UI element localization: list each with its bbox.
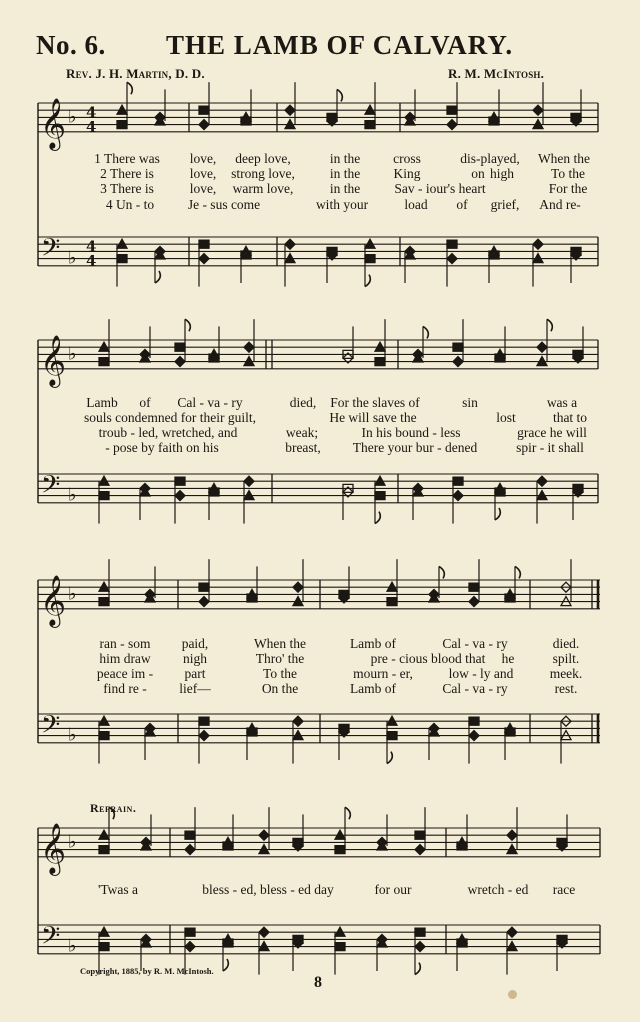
shape-note bbox=[244, 342, 254, 352]
shape-note bbox=[209, 354, 219, 362]
time-signature-top: 4 bbox=[86, 237, 97, 256]
lyric-syllable: He will save the bbox=[329, 410, 417, 425]
shape-note bbox=[507, 927, 517, 937]
lyric-syllable: load bbox=[404, 197, 428, 212]
shape-note bbox=[259, 830, 269, 840]
shape-note bbox=[99, 846, 109, 854]
treble-clef: 𝄞 bbox=[40, 574, 67, 626]
key-flat: ♭ bbox=[68, 583, 77, 605]
lyric-syllable: bless - ed, bless - ed day bbox=[202, 882, 334, 897]
lyric-syllable: sin bbox=[462, 395, 478, 410]
shape-note bbox=[387, 598, 397, 606]
key-flat: ♭ bbox=[68, 343, 77, 365]
shape-note bbox=[285, 105, 295, 115]
note-flag bbox=[155, 271, 160, 283]
shape-note bbox=[453, 343, 463, 351]
shape-note bbox=[415, 845, 425, 855]
lyric-syllable: in the bbox=[329, 151, 361, 166]
shape-note bbox=[99, 732, 109, 740]
lyric-syllable: weak; bbox=[285, 425, 319, 440]
lyric-syllable: died, bbox=[289, 395, 317, 410]
lyric-syllable: Je - sus come bbox=[187, 197, 261, 212]
shape-note bbox=[469, 583, 479, 591]
shape-note bbox=[175, 343, 185, 351]
lyric-syllable: When the bbox=[253, 636, 307, 651]
note-flag bbox=[423, 326, 428, 338]
lyric-syllable: spir - it shall bbox=[516, 440, 584, 455]
lyric-syllable: strong love, bbox=[231, 166, 295, 181]
lyric-syllable: 2 There is bbox=[100, 166, 154, 181]
lyric-syllable: 'Twas a bbox=[97, 882, 139, 897]
lyric-syllable: 3 There is bbox=[100, 181, 154, 196]
shape-note bbox=[117, 255, 127, 263]
lyric-syllable: wretch - ed bbox=[467, 882, 529, 897]
lyric-syllable: grief, bbox=[490, 197, 520, 212]
lyric-syllable: him draw bbox=[99, 651, 151, 666]
note-flag bbox=[185, 319, 190, 331]
lyric-syllable: high bbox=[489, 166, 515, 181]
time-signature-bottom: 4 bbox=[86, 251, 97, 270]
shape-note bbox=[447, 120, 457, 130]
shape-note bbox=[247, 728, 257, 736]
shape-note bbox=[453, 491, 463, 501]
shape-note bbox=[489, 251, 499, 259]
shape-note bbox=[223, 842, 233, 850]
lyric-syllable: When the bbox=[537, 151, 591, 166]
shape-note bbox=[185, 942, 195, 952]
shape-note bbox=[469, 717, 479, 725]
note-flag bbox=[439, 566, 444, 578]
shape-note bbox=[447, 240, 457, 248]
shape-note bbox=[457, 842, 467, 850]
note-flag bbox=[337, 89, 342, 101]
treble-clef: 𝄞 bbox=[40, 822, 67, 874]
shape-note bbox=[209, 488, 219, 496]
lyric-syllable: deep love, bbox=[235, 151, 291, 166]
shape-note bbox=[199, 731, 209, 741]
lyric-syllable: low - ly and bbox=[448, 666, 514, 681]
lyric-syllable: meek. bbox=[549, 666, 583, 681]
shape-note bbox=[199, 120, 209, 130]
shape-note bbox=[199, 254, 209, 264]
shape-note bbox=[175, 491, 185, 501]
shape-note bbox=[199, 240, 209, 248]
lyric-syllable: pre - cious blood that bbox=[370, 651, 486, 666]
bass-clef: 𝄢 bbox=[41, 710, 61, 746]
time-signature-top: 4 bbox=[86, 103, 97, 122]
lyric-syllable: cross bbox=[393, 151, 421, 166]
key-flat: ♭ bbox=[68, 106, 77, 128]
shape-note bbox=[99, 943, 109, 951]
lyric-syllable: There your bur - dened bbox=[352, 440, 478, 455]
lyric-syllable: ran - som bbox=[99, 636, 151, 651]
shape-note bbox=[285, 239, 295, 249]
lyric-syllable: he bbox=[501, 651, 515, 666]
lyric-syllable: Lamb of bbox=[349, 681, 397, 696]
lyric-syllable: Sav - iour's heart bbox=[394, 181, 486, 196]
lyric-syllable: To the bbox=[263, 666, 297, 681]
lyric-syllable: of bbox=[456, 197, 468, 212]
lyric-syllable: on bbox=[471, 166, 485, 181]
shape-note bbox=[185, 928, 195, 936]
shape-note bbox=[259, 927, 269, 937]
note-flag bbox=[495, 508, 500, 520]
note-flag bbox=[345, 807, 350, 819]
lyric-syllable: Cal - va - ry bbox=[442, 681, 508, 696]
hymn-number: No. 6. bbox=[36, 30, 106, 60]
lyric-syllable: - pose by faith on his bbox=[105, 440, 219, 455]
lyric-syllable: Lamb bbox=[86, 395, 118, 410]
lyric-syllable: race bbox=[552, 882, 576, 897]
lyric-syllable: love, bbox=[189, 181, 217, 196]
lyric-syllable: peace im - bbox=[96, 666, 154, 681]
refrain-label: Refrain. bbox=[90, 801, 137, 815]
lyric-syllable: lief— bbox=[179, 681, 211, 696]
lyric-syllable: with your bbox=[315, 197, 369, 212]
lyric-syllable: Cal - va - ry bbox=[442, 636, 508, 651]
shape-note bbox=[175, 357, 185, 367]
shape-note bbox=[505, 594, 515, 602]
shape-note bbox=[365, 255, 375, 263]
lyric-syllable: love, bbox=[189, 151, 217, 166]
shape-note bbox=[507, 830, 517, 840]
lyric-syllable: find re - bbox=[103, 681, 147, 696]
shape-note bbox=[495, 488, 505, 496]
shape-note bbox=[457, 939, 467, 947]
lyric-syllable: On the bbox=[261, 681, 299, 696]
lyric-syllable: of bbox=[139, 395, 151, 410]
lyric-syllable: rest. bbox=[554, 681, 578, 696]
shape-note bbox=[365, 121, 375, 129]
note-flag bbox=[223, 959, 228, 971]
lyric-syllable: paid, bbox=[181, 636, 209, 651]
treble-clef: 𝄞 bbox=[40, 97, 67, 149]
lyric-syllable: warm love, bbox=[232, 181, 294, 196]
lyric-syllable: In his bound - less bbox=[361, 425, 461, 440]
shape-note bbox=[199, 597, 209, 607]
lyric-syllable: grace he will bbox=[517, 425, 587, 440]
shape-note bbox=[537, 342, 547, 352]
paper-stain bbox=[508, 990, 517, 999]
shape-note bbox=[117, 121, 127, 129]
shape-note bbox=[469, 597, 479, 607]
note-flag bbox=[515, 566, 520, 578]
note-flag bbox=[375, 512, 380, 524]
shape-note bbox=[99, 598, 109, 606]
shape-note bbox=[199, 717, 209, 725]
key-flat: ♭ bbox=[68, 831, 77, 853]
shape-note bbox=[415, 928, 425, 936]
shape-note bbox=[241, 117, 251, 125]
shape-note bbox=[335, 943, 345, 951]
bass-clef: 𝄢 bbox=[41, 470, 61, 506]
shape-note bbox=[99, 492, 109, 500]
shape-note bbox=[175, 477, 185, 485]
shape-note bbox=[241, 251, 251, 259]
key-flat: ♭ bbox=[68, 484, 77, 506]
lyric-syllable: And re- bbox=[539, 197, 581, 212]
treble-clef: 𝄞 bbox=[40, 334, 67, 386]
author-credit: Rev. J. H. Martin, D. D. bbox=[66, 66, 205, 81]
lyric-syllable: 4 Un - to bbox=[105, 197, 155, 212]
shape-note bbox=[223, 939, 233, 947]
shape-note bbox=[199, 583, 209, 591]
lyric-syllable: died. bbox=[552, 636, 580, 651]
shape-note bbox=[415, 831, 425, 839]
lyric-syllable: mourn - er, bbox=[353, 666, 413, 681]
lyric-syllable: part bbox=[184, 666, 206, 681]
copyright-notice: Copyright, 1885, by R. M. McIntosh. bbox=[80, 966, 214, 976]
key-flat: ♭ bbox=[68, 724, 77, 746]
lyric-syllable: lost bbox=[496, 410, 516, 425]
page-number: 8 bbox=[314, 974, 322, 991]
lyric-syllable: For the bbox=[548, 181, 588, 196]
lyric-syllable: was a bbox=[546, 395, 578, 410]
shape-note bbox=[469, 731, 479, 741]
lyric-syllable: 1 There was bbox=[94, 151, 160, 166]
shape-note bbox=[293, 716, 303, 726]
bass-clef: 𝄢 bbox=[41, 233, 61, 269]
shape-note bbox=[375, 492, 385, 500]
lyric-syllable: spilt. bbox=[552, 651, 580, 666]
lyric-syllable: Thro' the bbox=[255, 651, 305, 666]
hymn-title: THE LAMB OF CALVARY. bbox=[166, 30, 514, 60]
lyric-syllable: breast, bbox=[285, 440, 321, 455]
key-flat: ♭ bbox=[68, 935, 77, 957]
shape-note bbox=[495, 354, 505, 362]
time-signature-bottom: 4 bbox=[86, 117, 97, 136]
lyric-syllable: troub - led, wretched, and bbox=[98, 425, 238, 440]
shape-note bbox=[447, 254, 457, 264]
shape-note bbox=[199, 106, 209, 114]
shape-note bbox=[533, 105, 543, 115]
shape-note bbox=[244, 476, 254, 486]
shape-note bbox=[447, 106, 457, 114]
shape-note bbox=[537, 476, 547, 486]
shape-note bbox=[387, 732, 397, 740]
shape-note bbox=[533, 239, 543, 249]
note-flag bbox=[127, 82, 132, 94]
shape-note bbox=[185, 845, 195, 855]
lyric-syllable: For the slaves of bbox=[330, 395, 420, 410]
lyric-syllable: King bbox=[393, 166, 421, 181]
shape-note bbox=[453, 477, 463, 485]
shape-note bbox=[505, 728, 515, 736]
lyric-syllable: for our bbox=[374, 882, 412, 897]
note-flag bbox=[387, 752, 392, 764]
lyric-syllable: dis-played, bbox=[460, 151, 520, 166]
lyric-syllable: in the bbox=[329, 166, 361, 181]
lyric-syllable: nigh bbox=[182, 651, 208, 666]
lyric-syllable: To the bbox=[551, 166, 585, 181]
key-flat: ♭ bbox=[68, 247, 77, 269]
shape-note bbox=[293, 582, 303, 592]
note-flag bbox=[365, 275, 370, 287]
lyric-syllable: in the bbox=[329, 181, 361, 196]
shape-note bbox=[415, 942, 425, 952]
shape-note bbox=[99, 358, 109, 366]
note-flag bbox=[415, 963, 420, 975]
shape-note bbox=[453, 357, 463, 367]
shape-note bbox=[489, 117, 499, 125]
lyric-syllable: that to bbox=[552, 410, 588, 425]
bass-clef: 𝄢 bbox=[41, 921, 61, 957]
shape-note bbox=[247, 594, 257, 602]
shape-note bbox=[185, 831, 195, 839]
lyric-syllable: love, bbox=[189, 166, 217, 181]
shape-note bbox=[335, 846, 345, 854]
lyric-syllable: souls condemned for their guilt, bbox=[83, 410, 257, 425]
note-flag bbox=[547, 319, 552, 331]
lyric-syllable: Cal - va - ry bbox=[177, 395, 243, 410]
shape-note bbox=[375, 358, 385, 366]
lyric-syllable: Lamb of bbox=[349, 636, 397, 651]
composer-credit: R. M. McIntosh. bbox=[448, 66, 545, 81]
